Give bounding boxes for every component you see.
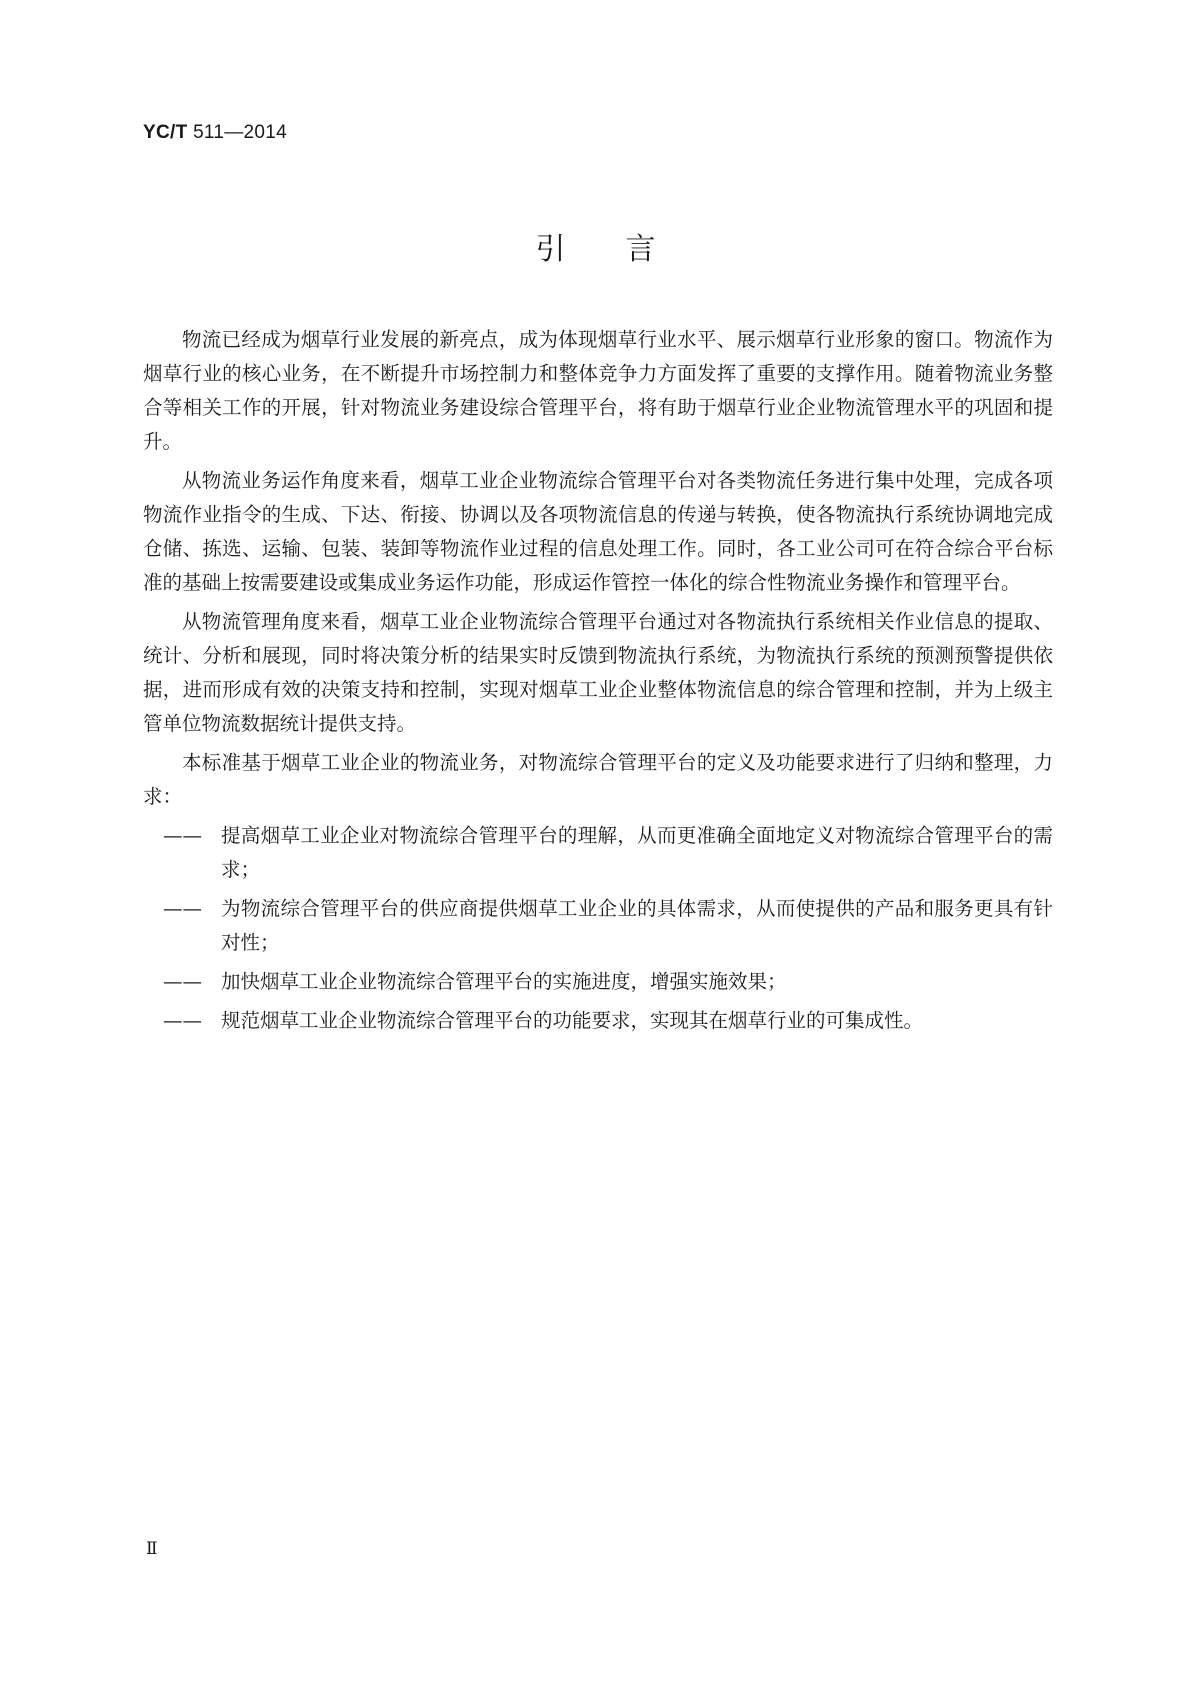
list-item-text: 加快烟草工业企业物流综合管理平台的实施进度，增强实施效果； (221, 970, 787, 993)
objectives-list (143, 819, 1053, 1038)
paragraph: 从物流业务运作角度来看，烟草工业企业物流综合管理平台对各类物流任务进行集中处理，完成各项物流作业指令的生成、下达、衔接、协调以及各项物流信息的传递与转换，使各物流执行系统协调地完成仓储、拣选、运输、包装、装卸等物流作业过程的信息处理工作。同时，各工业公司可在符合综合平台标准的基础上按需要建设或集成业务运作功能，形成运作管控一体化的综合性物流业务操作和管理平台。 (143, 469, 1053, 594)
list-item (143, 892, 1053, 960)
list-item-text: 为物流综合管理平台的供应商提供烟草工业企业的具体需求，从而使提供的产品和服务更具有针对性； (221, 897, 1053, 954)
list-dash: —— (163, 897, 202, 920)
list-item-text: 提高烟草工业企业对物流综合管理平台的理解，从而更准确全面地定义对物流综合管理平台的需求； (221, 824, 1053, 881)
list-item (143, 819, 1053, 887)
list-item (143, 1004, 1053, 1038)
page-number: Ⅱ (146, 1539, 158, 1558)
list-dash: —— (163, 1009, 202, 1032)
page-title: 引言 (535, 232, 716, 267)
standard-code (143, 122, 287, 144)
paragraph: 物流已经成为烟草行业发展的新亮点，成为体现烟草行业水平、展示烟草行业形象的窗口。物流作为烟草行业的核心业务，在不断提升市场控制力和整体竞争力方面发挥了重要的支撑作用。随着物流业务整合等相关工作的开展，针对物流业务建设综合管理平台，将有助于烟草行业企业物流管理水平的巩固和提升。 (143, 328, 1053, 453)
list-item-text: 规范烟草工业企业物流综合管理平台的功能要求，实现其在烟草行业的可集成性。 (221, 1009, 924, 1032)
standard-number: 511—2014 (187, 122, 288, 143)
introduction-body (143, 323, 1053, 1043)
paragraph: 从物流管理角度来看，烟草工业企业物流综合管理平台通过对各物流执行系统相关作业信息的提取、统计、分析和展现，同时将决策分析的结果实时反馈到物流执行系统，为物流执行系统的预测预警提供依据，进而形成有效的决策支持和控制，实现对烟草工业企业整体物流信息的综合管理和控制，并为上级主管单位物流数据统计提供支持。 (143, 610, 1053, 735)
list-dash: —— (163, 970, 202, 993)
paragraph: 本标准基于烟草工业企业的物流业务，对物流综合管理平台的定义及功能要求进行了归纳和整理，力求： (143, 751, 1053, 808)
list-item (143, 965, 1053, 999)
list-dash: —— (163, 824, 202, 847)
standard-prefix: YC/T (143, 122, 188, 143)
